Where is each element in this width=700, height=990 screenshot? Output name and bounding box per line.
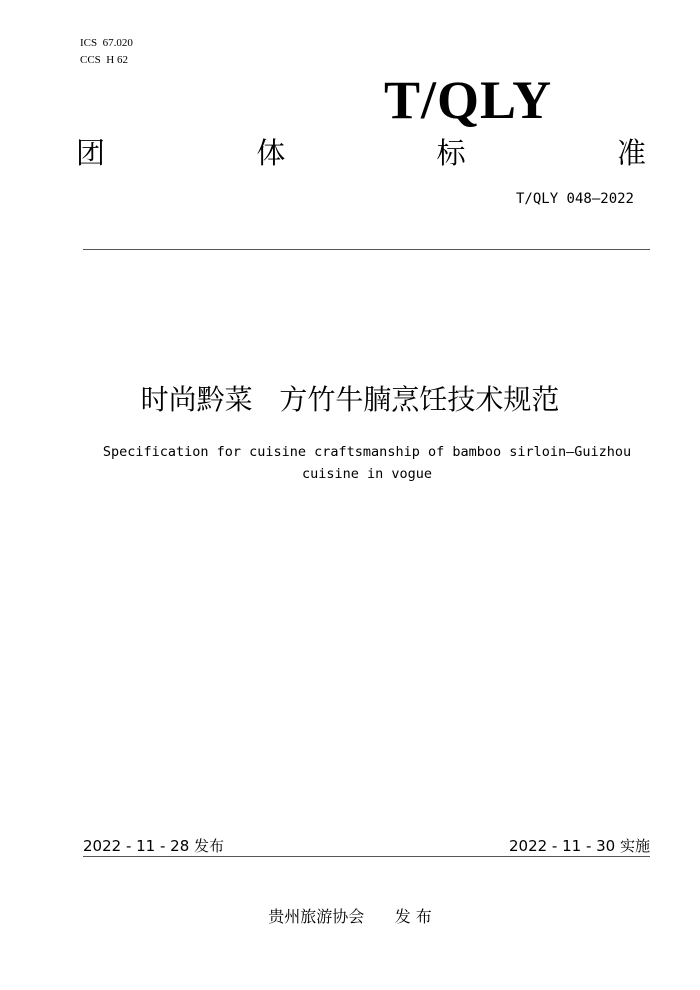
footer-divider [83, 856, 650, 857]
publisher: 贵州旅游协会 发 布 [268, 907, 432, 926]
standard-type-char: 团 [76, 136, 106, 170]
standard-type-heading [76, 136, 646, 170]
standard-number: T/QLY 048—2022 [515, 191, 634, 207]
ics-code: ICS 67.020 [80, 37, 133, 49]
document-title-cn: 时尚黔菜 方竹牛腩烹饪技术规范 [140, 383, 560, 416]
ccs-code: CCS H 62 [80, 54, 128, 66]
standard-logo: T/QLY [384, 70, 553, 130]
classification-codes [80, 35, 133, 69]
standard-type-char: 准 [616, 136, 646, 170]
publish-date: 2022 - 11 - 28 发布 [83, 837, 225, 855]
standard-type-char: 标 [436, 136, 466, 170]
standard-type-char: 体 [256, 136, 286, 170]
header-divider [83, 249, 650, 250]
date-row [83, 834, 650, 856]
implement-date: 2022 - 11 - 30 实施 [508, 837, 650, 855]
document-title-en: Specification for cuisine craftsmanship of bamboo sirloin—Guizhou cuisine in vogue [102, 444, 632, 482]
